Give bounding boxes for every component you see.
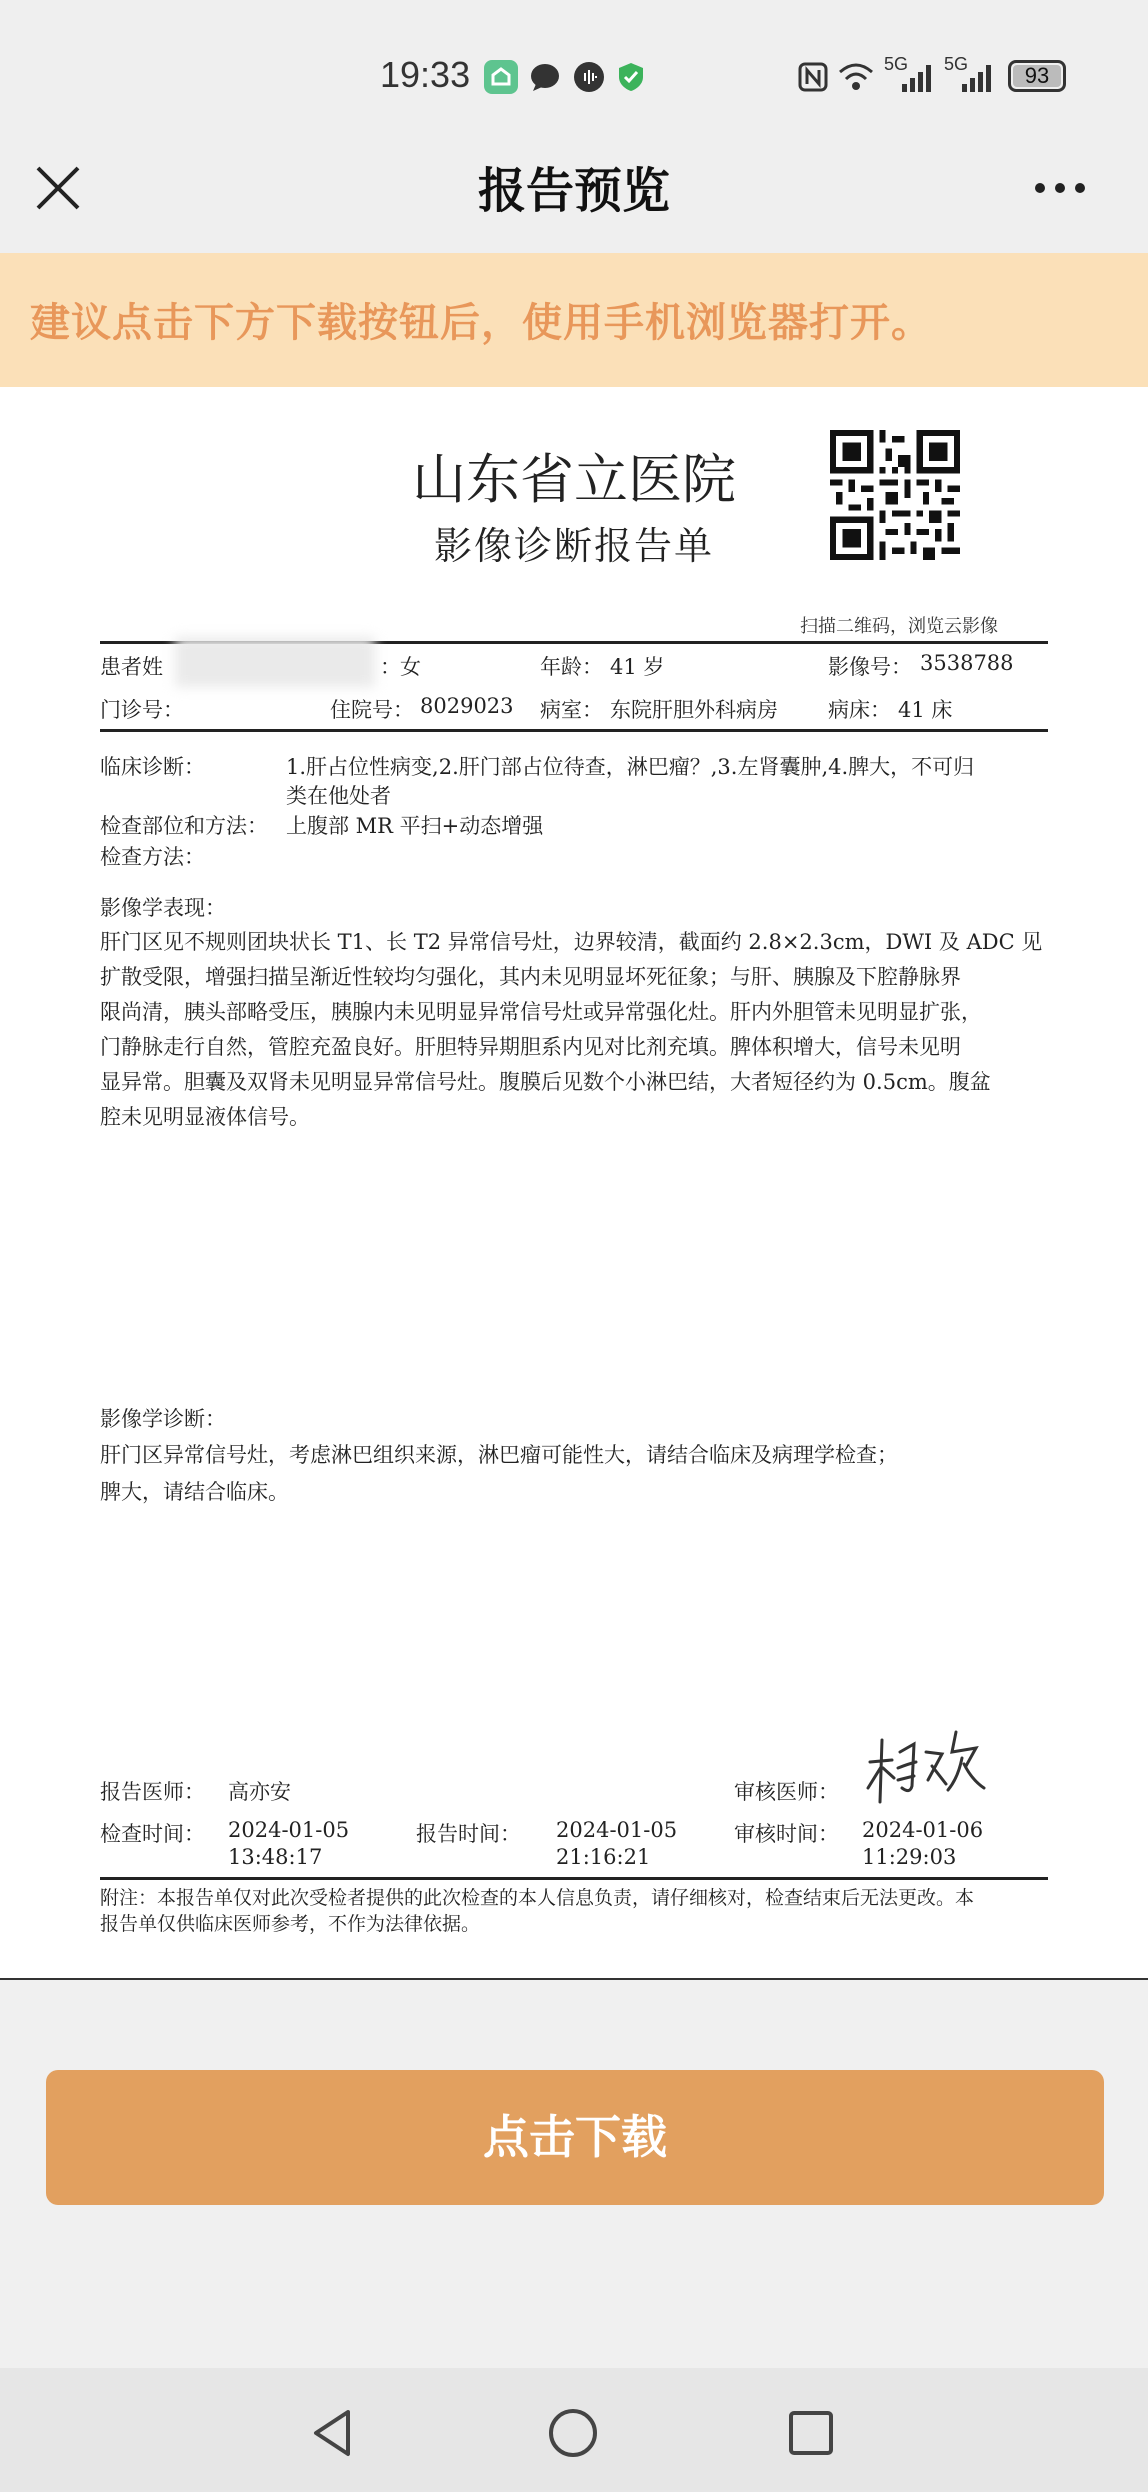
back-icon[interactable] <box>308 2406 358 2460</box>
report-type: 影像诊断报告单 <box>433 524 714 568</box>
report-clock: 21:16:21 <box>556 1845 651 1869</box>
status-bar <box>0 0 1148 150</box>
exam-part-label: 检查部位和方法： <box>100 814 268 838</box>
app-header <box>0 150 1148 253</box>
image-no-label: 影像号： <box>828 655 912 679</box>
redacted-name <box>175 637 375 687</box>
diagnosis-line: 肝门区异常信号灶，考虑淋巴组织来源，淋巴瘤可能性大，请结合临床及病理学检查； <box>100 1443 898 1467</box>
footnote-line: 报告单仅供临床医师参考，不作为法律依据。 <box>100 1913 481 1935</box>
notice-banner <box>0 253 1148 387</box>
image-no-value: 3538788 <box>920 651 1014 675</box>
exam-part-value: 上腹部 MR 平扫+动态增强 <box>286 814 544 838</box>
inpatient-no-value: 8029023 <box>420 694 514 718</box>
status-time: 19:33 <box>380 54 471 95</box>
audio-icon <box>572 60 606 94</box>
network-5g-a: 5G <box>884 54 909 74</box>
findings-line: 肝门区见不规则团块状长 T1、长 T2 异常信号灶，边界较清，截面约 2.8×2.3cm，DWI 及 ADC 见 <box>100 930 1043 954</box>
inpatient-no-label: 住院号： <box>330 698 414 722</box>
reporter-label: 报告医师： <box>100 1780 205 1804</box>
notice-text: 建议点击下方下载按钮后，使用手机浏览器打开。 <box>30 300 932 346</box>
findings-label: 影像学表现： <box>100 896 226 920</box>
exam-date: 2024-01-05 <box>228 1818 350 1842</box>
more-button[interactable] <box>1035 178 1095 198</box>
sex-value: 女 <box>400 655 421 679</box>
qr-caption: 扫描二维码，浏览云影像 <box>800 616 998 637</box>
exam-clock: 13:48:17 <box>228 1845 323 1869</box>
exam-method-label: 检查方法： <box>100 845 205 869</box>
report-time-label: 报告时间： <box>416 1822 521 1846</box>
review-clock: 11:29:03 <box>862 1845 957 1869</box>
report-date: 2024-01-05 <box>556 1818 678 1842</box>
download-button[interactable]: 点击下载 <box>46 2070 1104 2205</box>
age-value: 41 岁 <box>610 655 665 679</box>
clinical-dx-line: 1.肝占位性病变,2.肝门部占位待查，淋巴瘤？,3.左肾囊肿,4.脾大，不可归 <box>286 755 975 779</box>
findings-line: 扩散受限，增强扫描呈渐近性较均匀强化，其内未见明显坏死征象；与肝、胰腺及下腔静脉界 <box>100 965 961 989</box>
page-title: 报告预览 <box>477 163 670 219</box>
clinic-no-label: 门诊号： <box>100 698 184 722</box>
nfc-icon <box>796 60 830 94</box>
signal-icon <box>958 60 998 94</box>
diagnosis-text <box>100 1437 1050 1511</box>
findings-line: 显异常。胆囊及双肾未见明显异常信号灶。腹膜后见数个小淋巴结，大者短径约为 0.5cm。腹盆 <box>100 1070 991 1094</box>
review-date: 2024-01-06 <box>862 1818 984 1842</box>
wifi-icon <box>836 60 876 94</box>
divider <box>100 1877 1048 1880</box>
reviewer-label: 审核医师： <box>734 1780 839 1804</box>
review-time-label: 审核时间： <box>734 1822 839 1846</box>
bed-label: 病床： <box>828 698 891 722</box>
clinical-dx-label: 临床诊断： <box>100 755 205 779</box>
clinical-dx-line: 类在他处者 <box>286 784 391 808</box>
ward-label: 病室： <box>540 698 603 722</box>
network-5g-b: 5G <box>944 54 969 74</box>
bed-value: 41 床 <box>898 698 953 722</box>
chat-icon <box>528 60 562 94</box>
system-nav-bar <box>0 2368 1148 2492</box>
footnote-line: 附注：本报告单仅对此次受检者提供的此次检查的本人信息负责，请仔细核对，检查结束后无法更改。本 <box>100 1887 975 1909</box>
hospital-name: 山东省立医院 <box>412 448 736 511</box>
report-document[interactable] <box>0 387 1148 1980</box>
battery-level: 93 <box>1024 63 1050 88</box>
findings-line: 门静脉走行自然，管腔充盈良好。肝胆特异期胆系内见对比剂充填。脾体积增大，信号未见明 <box>100 1035 961 1059</box>
divider <box>100 729 1048 732</box>
home-icon[interactable] <box>546 2406 600 2460</box>
findings-line: 腔未见明显液体信号。 <box>100 1105 310 1129</box>
recents-icon[interactable] <box>786 2408 836 2458</box>
battery-icon <box>1008 60 1066 92</box>
reviewer-signature <box>862 1722 987 1807</box>
patient-name-label: 患者姓 <box>100 655 163 679</box>
exam-time-label: 检查时间： <box>100 1822 205 1846</box>
sex-label: ： <box>380 655 401 679</box>
reporter-value: 高亦安 <box>228 1780 291 1804</box>
diagnosis-line: 脾大，请结合临床。 <box>100 1480 289 1504</box>
age-label: 年龄： <box>540 655 603 679</box>
qr-code-icon[interactable] <box>830 430 960 560</box>
findings-text <box>100 925 1050 1135</box>
ward-value: 东院肝胆外科病房 <box>610 698 778 722</box>
signal-icon <box>898 60 938 94</box>
shield-icon <box>614 60 648 94</box>
diagnosis-label: 影像学诊断： <box>100 1407 226 1431</box>
home-app-icon <box>484 60 518 94</box>
findings-line: 限尚清，胰头部略受压，胰腺内未见明显异常信号灶或异常强化灶。肝内外胆管未见明显扩张， <box>100 1000 982 1024</box>
